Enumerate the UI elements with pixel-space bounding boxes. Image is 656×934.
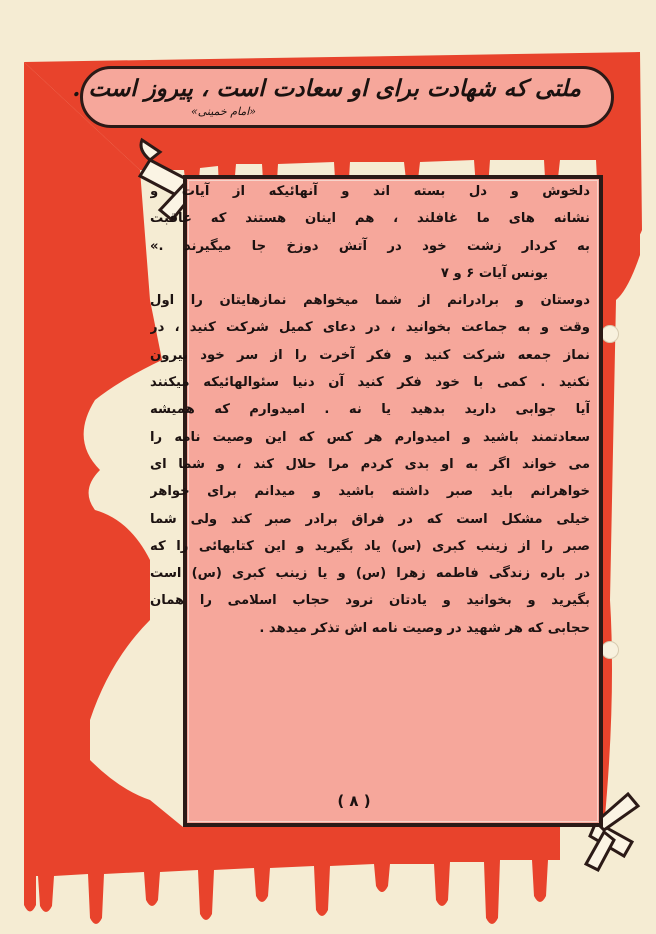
body-line: آیا جوابی دارید بدهید یا نه . امیدوارم که همیشه xyxy=(150,402,590,418)
body-line: دلخوش و دل بسته اند و آنهائیکه از آیات و xyxy=(150,184,590,199)
header-attribution: «امام خمینی» xyxy=(191,105,257,118)
header-banner xyxy=(72,66,614,128)
blood-right-edge xyxy=(603,160,640,827)
body-line: نکنید . کمی با خود فکر کنید آن دنیا سئوالهائیکه میکنند xyxy=(150,375,590,391)
binder-hole-top xyxy=(601,325,619,343)
body-line: حجابی که هر شهید در وصیت نامه اش تذکر میدهد . xyxy=(259,620,590,636)
body-line: سعادتمند باشید و امیدوارم هر کس که این وصیت نامه را xyxy=(150,429,590,445)
body-text xyxy=(150,178,590,642)
body-line: در باره زندگی فاطمه زهرا (س) و یا زینب کبری (س) است xyxy=(150,566,590,582)
binder-hole-bottom xyxy=(601,641,619,659)
body-line: خواهرانم باید صبر داشته باشید و میدانم برای خواهر xyxy=(150,484,590,500)
body-line: خیلی مشکل است که در فراق برادر صبر کند ولی شما xyxy=(150,511,590,527)
body-line: دوستان و برادرانم از شما میخواهم نمازهایتان را اول xyxy=(150,293,590,309)
header-title: ملتی که شهادت برای او سعادت است ، پیروز است . xyxy=(72,75,581,102)
body-line: بگیرید و بخوانید و یادتان نرود حجاب اسلامی را همان xyxy=(150,593,590,609)
body-line: نماز جمعه شرکت کنید و فکر آخرت را از سر خود بیرون xyxy=(150,347,590,363)
body-line: به کردار زشت خود در آتش دوزخ جا میگیرند .» xyxy=(150,238,590,254)
page-number: ( ۸ ) xyxy=(337,792,371,810)
body-line: وقت و به جماعت بخوانید ، در دعای کمیل شرکت کنید ، در xyxy=(150,320,590,336)
body-line: نشانه های ما غافلند ، هم اینان هستند که عاقبت xyxy=(150,211,590,227)
body-line: صبر را از زینب کبری (س) یاد بگیرید و این کتابهائی را که xyxy=(150,538,590,554)
body-line-reference: یونس آیات ۶ و ۷ xyxy=(440,265,548,281)
blood-left-drip xyxy=(24,860,36,912)
body-line: می خواند اگر به او بدی کردم مرا حلال کند ، و شما ای xyxy=(150,456,590,472)
